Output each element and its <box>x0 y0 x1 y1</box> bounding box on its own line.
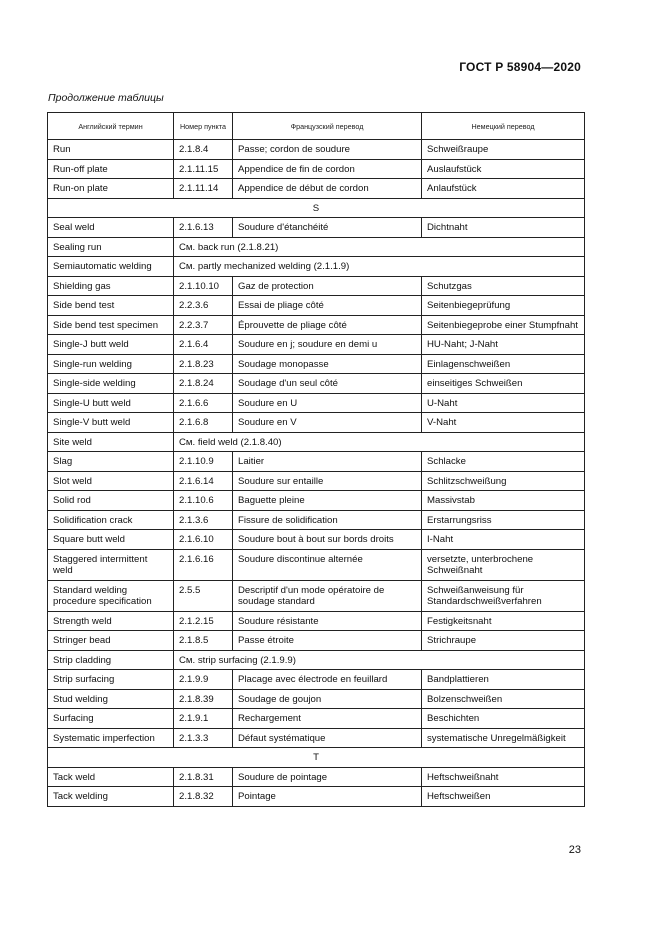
english-term-cell: Solidification crack <box>48 510 174 530</box>
clause-number-cell: 2.1.8.39 <box>174 689 233 709</box>
table-continuation-caption: Продолжение таблицы <box>48 92 164 104</box>
clause-number-cell: 2.1.10.6 <box>174 491 233 511</box>
column-header: Номер пункта <box>174 113 233 140</box>
table-row <box>48 767 585 787</box>
german-translation-cell: Heftschweißnaht <box>422 767 585 787</box>
column-header: Немецкий перевод <box>422 113 585 140</box>
french-translation-cell: Appendice de fin de cordon <box>233 159 422 179</box>
german-translation-cell: Massivstab <box>422 491 585 511</box>
english-term-cell: Single-run welding <box>48 354 174 374</box>
english-term-cell: Single-U butt weld <box>48 393 174 413</box>
clause-number-cell: 2.1.8.24 <box>174 374 233 394</box>
french-translation-cell: Passe; cordon de soudure <box>233 140 422 160</box>
table-row <box>48 709 585 729</box>
english-term-cell: Shielding gas <box>48 276 174 296</box>
clause-number-cell: 2.1.6.8 <box>174 413 233 433</box>
english-term-cell: Stringer bead <box>48 631 174 651</box>
german-translation-cell: Bolzenschweißen <box>422 689 585 709</box>
english-term-cell: Slag <box>48 452 174 472</box>
german-translation-cell: Bandplattieren <box>422 670 585 690</box>
table-row <box>48 471 585 491</box>
table-row <box>48 670 585 690</box>
clause-number-cell: 2.1.9.9 <box>174 670 233 690</box>
french-translation-cell: Fissure de solidification <box>233 510 422 530</box>
french-translation-cell: Rechargement <box>233 709 422 729</box>
french-translation-cell: Baguette pleine <box>233 491 422 511</box>
clause-number-cell: 2.1.10.10 <box>174 276 233 296</box>
english-term-cell: Tack weld <box>48 767 174 787</box>
english-term-cell: Sealing run <box>48 237 174 257</box>
cross-reference-cell: См. partly mechanized welding (2.1.1.9) <box>174 257 585 277</box>
clause-number-cell: 2.1.8.5 <box>174 631 233 651</box>
english-term-cell: Square butt weld <box>48 530 174 550</box>
table-row <box>48 650 585 670</box>
page-number: 23 <box>568 844 581 856</box>
english-term-cell: Surfacing <box>48 709 174 729</box>
clause-number-cell: 2.1.3.3 <box>174 728 233 748</box>
clause-number-cell: 2.5.5 <box>174 580 233 611</box>
table-row <box>48 140 585 160</box>
table-row <box>48 276 585 296</box>
table-row <box>48 374 585 394</box>
german-translation-cell: Schweißraupe <box>422 140 585 160</box>
clause-number-cell: 2.1.3.6 <box>174 510 233 530</box>
english-term-cell: Slot weld <box>48 471 174 491</box>
german-translation-cell: versetzte, unterbrochene Schweißnaht <box>422 549 585 580</box>
table-row <box>48 315 585 335</box>
french-translation-cell: Défaut systématique <box>233 728 422 748</box>
table-row <box>48 689 585 709</box>
german-translation-cell: U-Naht <box>422 393 585 413</box>
english-term-cell: Single-V butt weld <box>48 413 174 433</box>
standard-designation: ГОСТ Р 58904—2020 <box>459 60 581 74</box>
english-term-cell: Side bend test <box>48 296 174 316</box>
clause-number-cell: 2.1.8.23 <box>174 354 233 374</box>
table-row <box>48 491 585 511</box>
table-row <box>48 296 585 316</box>
english-term-cell: Run-on plate <box>48 179 174 199</box>
table-row <box>48 631 585 651</box>
german-translation-cell: Schlitzschweißung <box>422 471 585 491</box>
french-translation-cell: Soudure en V <box>233 413 422 433</box>
french-translation-cell: Soudure d'étanchéité <box>233 218 422 238</box>
table-row <box>48 354 585 374</box>
french-translation-cell: Soudure de pointage <box>233 767 422 787</box>
table-row <box>48 611 585 631</box>
french-translation-cell: Soudure en U <box>233 393 422 413</box>
german-translation-cell: Dichtnaht <box>422 218 585 238</box>
french-translation-cell: Éprouvette de pliage côté <box>233 315 422 335</box>
french-translation-cell: Passe étroite <box>233 631 422 651</box>
english-term-cell: Solid rod <box>48 491 174 511</box>
english-term-cell: Run <box>48 140 174 160</box>
clause-number-cell: 2.1.11.15 <box>174 159 233 179</box>
english-term-cell: Site weld <box>48 432 174 452</box>
french-translation-cell: Soudure discontinue alternée <box>233 549 422 580</box>
clause-number-cell: 2.1.6.16 <box>174 549 233 580</box>
clause-number-cell: 2.2.3.6 <box>174 296 233 316</box>
section-letter: T <box>48 748 585 768</box>
english-term-cell: Single-side welding <box>48 374 174 394</box>
column-header: Французский перевод <box>233 113 422 140</box>
table-row <box>48 787 585 807</box>
english-term-cell: Strength weld <box>48 611 174 631</box>
table-row <box>48 549 585 580</box>
clause-number-cell: 2.1.6.4 <box>174 335 233 355</box>
english-term-cell: Single-J butt weld <box>48 335 174 355</box>
english-term-cell: Systematic imperfection <box>48 728 174 748</box>
english-term-cell: Side bend test specimen <box>48 315 174 335</box>
french-translation-cell: Soudage d'un seul côté <box>233 374 422 394</box>
english-term-cell: Semiautomatic welding <box>48 257 174 277</box>
french-translation-cell: Placage avec électrode en feuillard <box>233 670 422 690</box>
table-row <box>48 530 585 550</box>
clause-number-cell: 2.1.8.4 <box>174 140 233 160</box>
german-translation-cell: HU-Naht; J-Naht <box>422 335 585 355</box>
german-translation-cell: Seitenbiegeprüfung <box>422 296 585 316</box>
table-header-row <box>48 113 585 140</box>
letter-divider-row <box>48 198 585 218</box>
german-translation-cell: Festigkeitsnaht <box>422 611 585 631</box>
french-translation-cell: Pointage <box>233 787 422 807</box>
french-translation-cell: Soudage de goujon <box>233 689 422 709</box>
clause-number-cell: 2.2.3.7 <box>174 315 233 335</box>
clause-number-cell: 2.1.8.31 <box>174 767 233 787</box>
english-term-cell: Strip surfacing <box>48 670 174 690</box>
french-translation-cell: Soudure résistante <box>233 611 422 631</box>
clause-number-cell: 2.1.6.6 <box>174 393 233 413</box>
french-translation-cell: Gaz de protection <box>233 276 422 296</box>
german-translation-cell: Anlaufstück <box>422 179 585 199</box>
german-translation-cell: Einlagenschweißen <box>422 354 585 374</box>
table-row <box>48 179 585 199</box>
table-row <box>48 452 585 472</box>
table-row <box>48 218 585 238</box>
english-term-cell: Run-off plate <box>48 159 174 179</box>
french-translation-cell: Laitier <box>233 452 422 472</box>
cross-reference-cell: См. back run (2.1.8.21) <box>174 237 585 257</box>
english-term-cell: Standard welding procedure specification <box>48 580 174 611</box>
clause-number-cell: 2.1.9.1 <box>174 709 233 729</box>
clause-number-cell: 2.1.6.14 <box>174 471 233 491</box>
french-translation-cell: Essai de pliage côté <box>233 296 422 316</box>
section-letter: S <box>48 198 585 218</box>
german-translation-cell: Heftschweißen <box>422 787 585 807</box>
french-translation-cell: Soudure sur entaille <box>233 471 422 491</box>
german-translation-cell: Schweißanweisung für Standardschweißverfahren <box>422 580 585 611</box>
german-translation-cell: systematische Unregelmäßigkeit <box>422 728 585 748</box>
table-row <box>48 413 585 433</box>
clause-number-cell: 2.1.11.14 <box>174 179 233 199</box>
table-row <box>48 580 585 611</box>
french-translation-cell: Descriptif d'un mode opératoire de soudage standard <box>233 580 422 611</box>
german-translation-cell: Erstarrungsriss <box>422 510 585 530</box>
clause-number-cell: 2.1.10.9 <box>174 452 233 472</box>
german-translation-cell: Schutzgas <box>422 276 585 296</box>
table-row <box>48 510 585 530</box>
clause-number-cell: 2.1.2.15 <box>174 611 233 631</box>
table-row <box>48 257 585 277</box>
french-translation-cell: Soudure en j; soudure en demi u <box>233 335 422 355</box>
french-translation-cell: Appendice de début de cordon <box>233 179 422 199</box>
german-translation-cell: Auslaufstück <box>422 159 585 179</box>
letter-divider-row <box>48 748 585 768</box>
german-translation-cell: Seitenbiegeprobe einer Stumpfnaht <box>422 315 585 335</box>
table-body <box>48 140 585 807</box>
german-translation-cell: einseitiges Schweißen <box>422 374 585 394</box>
table-row <box>48 237 585 257</box>
french-translation-cell: Soudure bout à bout sur bords droits <box>233 530 422 550</box>
german-translation-cell: Beschichten <box>422 709 585 729</box>
clause-number-cell: 2.1.6.13 <box>174 218 233 238</box>
english-term-cell: Staggered intermittent weld <box>48 549 174 580</box>
english-term-cell: Tack welding <box>48 787 174 807</box>
german-translation-cell: Strichraupe <box>422 631 585 651</box>
cross-reference-cell: См. strip surfacing (2.1.9.9) <box>174 650 585 670</box>
clause-number-cell: 2.1.6.10 <box>174 530 233 550</box>
english-term-cell: Seal weld <box>48 218 174 238</box>
column-header: Английский термин <box>48 113 174 140</box>
german-translation-cell: I-Naht <box>422 530 585 550</box>
table-row <box>48 432 585 452</box>
german-translation-cell: Schlacke <box>422 452 585 472</box>
cross-reference-cell: См. field weld (2.1.8.40) <box>174 432 585 452</box>
table-row <box>48 335 585 355</box>
table-row <box>48 728 585 748</box>
english-term-cell: Stud welding <box>48 689 174 709</box>
terms-table <box>47 112 585 807</box>
english-term-cell: Strip cladding <box>48 650 174 670</box>
table-row <box>48 159 585 179</box>
french-translation-cell: Soudage monopasse <box>233 354 422 374</box>
table-row <box>48 393 585 413</box>
clause-number-cell: 2.1.8.32 <box>174 787 233 807</box>
german-translation-cell: V-Naht <box>422 413 585 433</box>
